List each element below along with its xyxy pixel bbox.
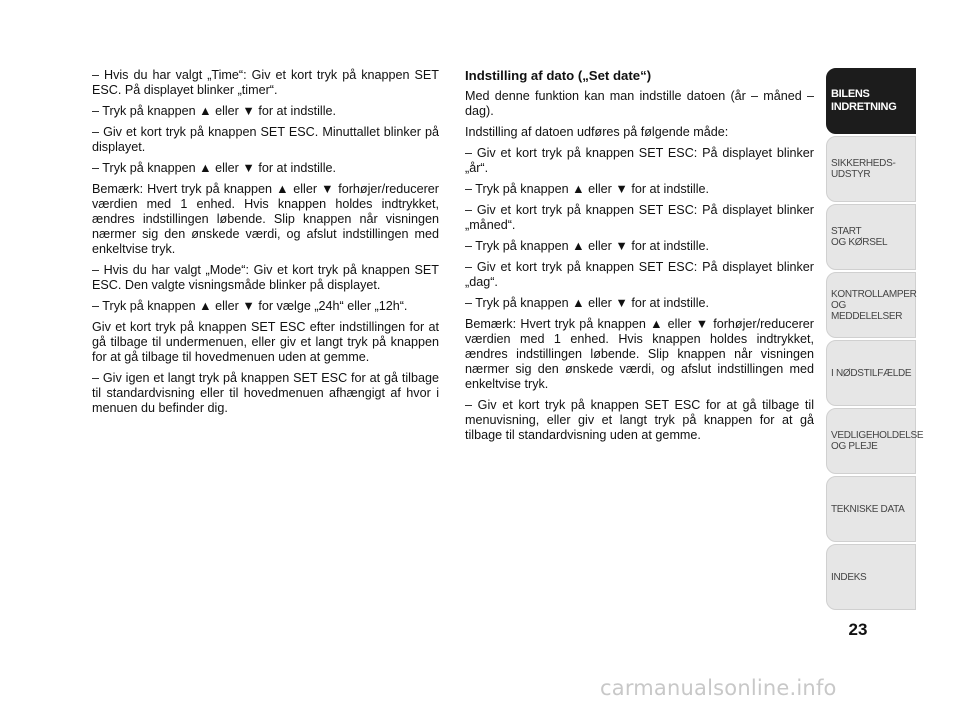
watermark: carmanualsonline.info: [600, 676, 837, 700]
paragraph: Bemærk: Hvert tryk på knappen ▲ eller ▼ forhøjer/reducerer værdien med 1 enhed. Hvis knappen holdes indtrykket, ændres indstillingen løbende. Slip knappen når visningen nærmer sig den ønskede værdi, og afslut indstillingen med enkeltvise tryk.: [465, 317, 814, 391]
paragraph: – Giv et kort tryk på knappen SET ESC: På displayet blinker „dag“.: [465, 260, 814, 289]
tab-vedligeholdelse[interactable]: [826, 408, 924, 474]
tab-indeks[interactable]: [826, 544, 916, 610]
paragraph: – Giv et kort tryk på knappen SET ESC: På displayet blinker „år“.: [465, 146, 814, 175]
tab-tekniske-data[interactable]: [826, 476, 916, 542]
section-heading: Indstilling af dato („Set date“): [465, 68, 652, 83]
paragraph: – Giv et kort tryk på knappen SET ESC: På displayet blinker „måned“.: [465, 203, 814, 232]
tab-label: INDEKS: [831, 571, 867, 583]
paragraph: – Tryk på knappen ▲ eller ▼ for vælge „24h“ eller „12h“.: [92, 299, 408, 313]
tab-label: VEDLIGEHOLDELSE OG PLEJE: [831, 430, 924, 452]
right-column: [465, 68, 814, 449]
paragraph: Bemærk: Hvert tryk på knappen ▲ eller ▼ forhøjer/reducerer værdien med 1 enhed. Hvis knappen holdes indtrykket, ændres indstillingen løbende. Slip knappen når visningen nærmer sig den ønskede værdi, og afslut indstillingen med enkeltvise tryk.: [92, 182, 439, 256]
paragraph: – Tryk på knappen ▲ eller ▼ for at indstille.: [92, 161, 337, 175]
chapter-tabs: [826, 68, 924, 612]
tab-kontrollamper[interactable]: [826, 272, 916, 338]
tab-label: BILENS INDRETNING: [831, 88, 897, 113]
paragraph: – Giv et kort tryk på knappen SET ESC. Minuttallet blinker på displayet.: [92, 125, 439, 154]
paragraph: – Giv igen et langt tryk på knappen SET ESC for at gå tilbage til standardvisning eller til hovedmenuen afhængigt af hvor i menuen du befinder dig.: [92, 371, 439, 415]
tab-bilens-indretning[interactable]: [826, 68, 916, 134]
tab-noedstilfaelde[interactable]: [826, 340, 916, 406]
paragraph: – Tryk på knappen ▲ eller ▼ for at indstille.: [465, 239, 710, 253]
paragraph: Giv et kort tryk på knappen SET ESC efter indstillingen for at gå tilbage til undermenuen, eller giv et langt tryk på knappen for at gå tilbage til hovedmenuen uden at gemme.: [92, 320, 439, 364]
paragraph: – Giv et kort tryk på knappen SET ESC for at gå tilbage til menuvisning, eller giv et langt tryk på knappen for at gå tilbage til standardvisning uden at gemme.: [465, 398, 814, 442]
paragraph: – Hvis du har valgt „Mode“: Giv et kort tryk på knappen SET ESC. Den valgte visningsmåde blinker på displayet.: [92, 263, 439, 292]
paragraph: – Tryk på knappen ▲ eller ▼ for at indstille.: [465, 182, 710, 196]
left-column: [92, 68, 439, 422]
paragraph: – Tryk på knappen ▲ eller ▼ for at indstille.: [92, 104, 337, 118]
paragraph: Med denne funktion kan man indstille datoen (år – måned – dag).: [465, 89, 814, 118]
tab-label: START OG KØRSEL: [831, 226, 888, 248]
paragraph: – Hvis du har valgt „Time“: Giv et kort tryk på knappen SET ESC. På displayet blinker „timer“.: [92, 68, 439, 97]
page-number: 23: [848, 620, 868, 639]
tab-sikkerhedsudstyr[interactable]: [826, 136, 916, 202]
tab-label: KONTROLLAMPER OG MEDDELELSER: [831, 288, 917, 322]
tab-label: TEKNISKE DATA: [831, 503, 905, 515]
tab-start-og-koersel[interactable]: [826, 204, 916, 270]
paragraph: – Tryk på knappen ▲ eller ▼ for at indstille.: [465, 296, 710, 310]
paragraph: Indstilling af datoen udføres på følgende måde:: [465, 125, 729, 139]
tab-label: SIKKERHEDS- UDSTYR: [831, 158, 896, 180]
tab-label: I NØDSTILFÆLDE: [831, 367, 912, 379]
